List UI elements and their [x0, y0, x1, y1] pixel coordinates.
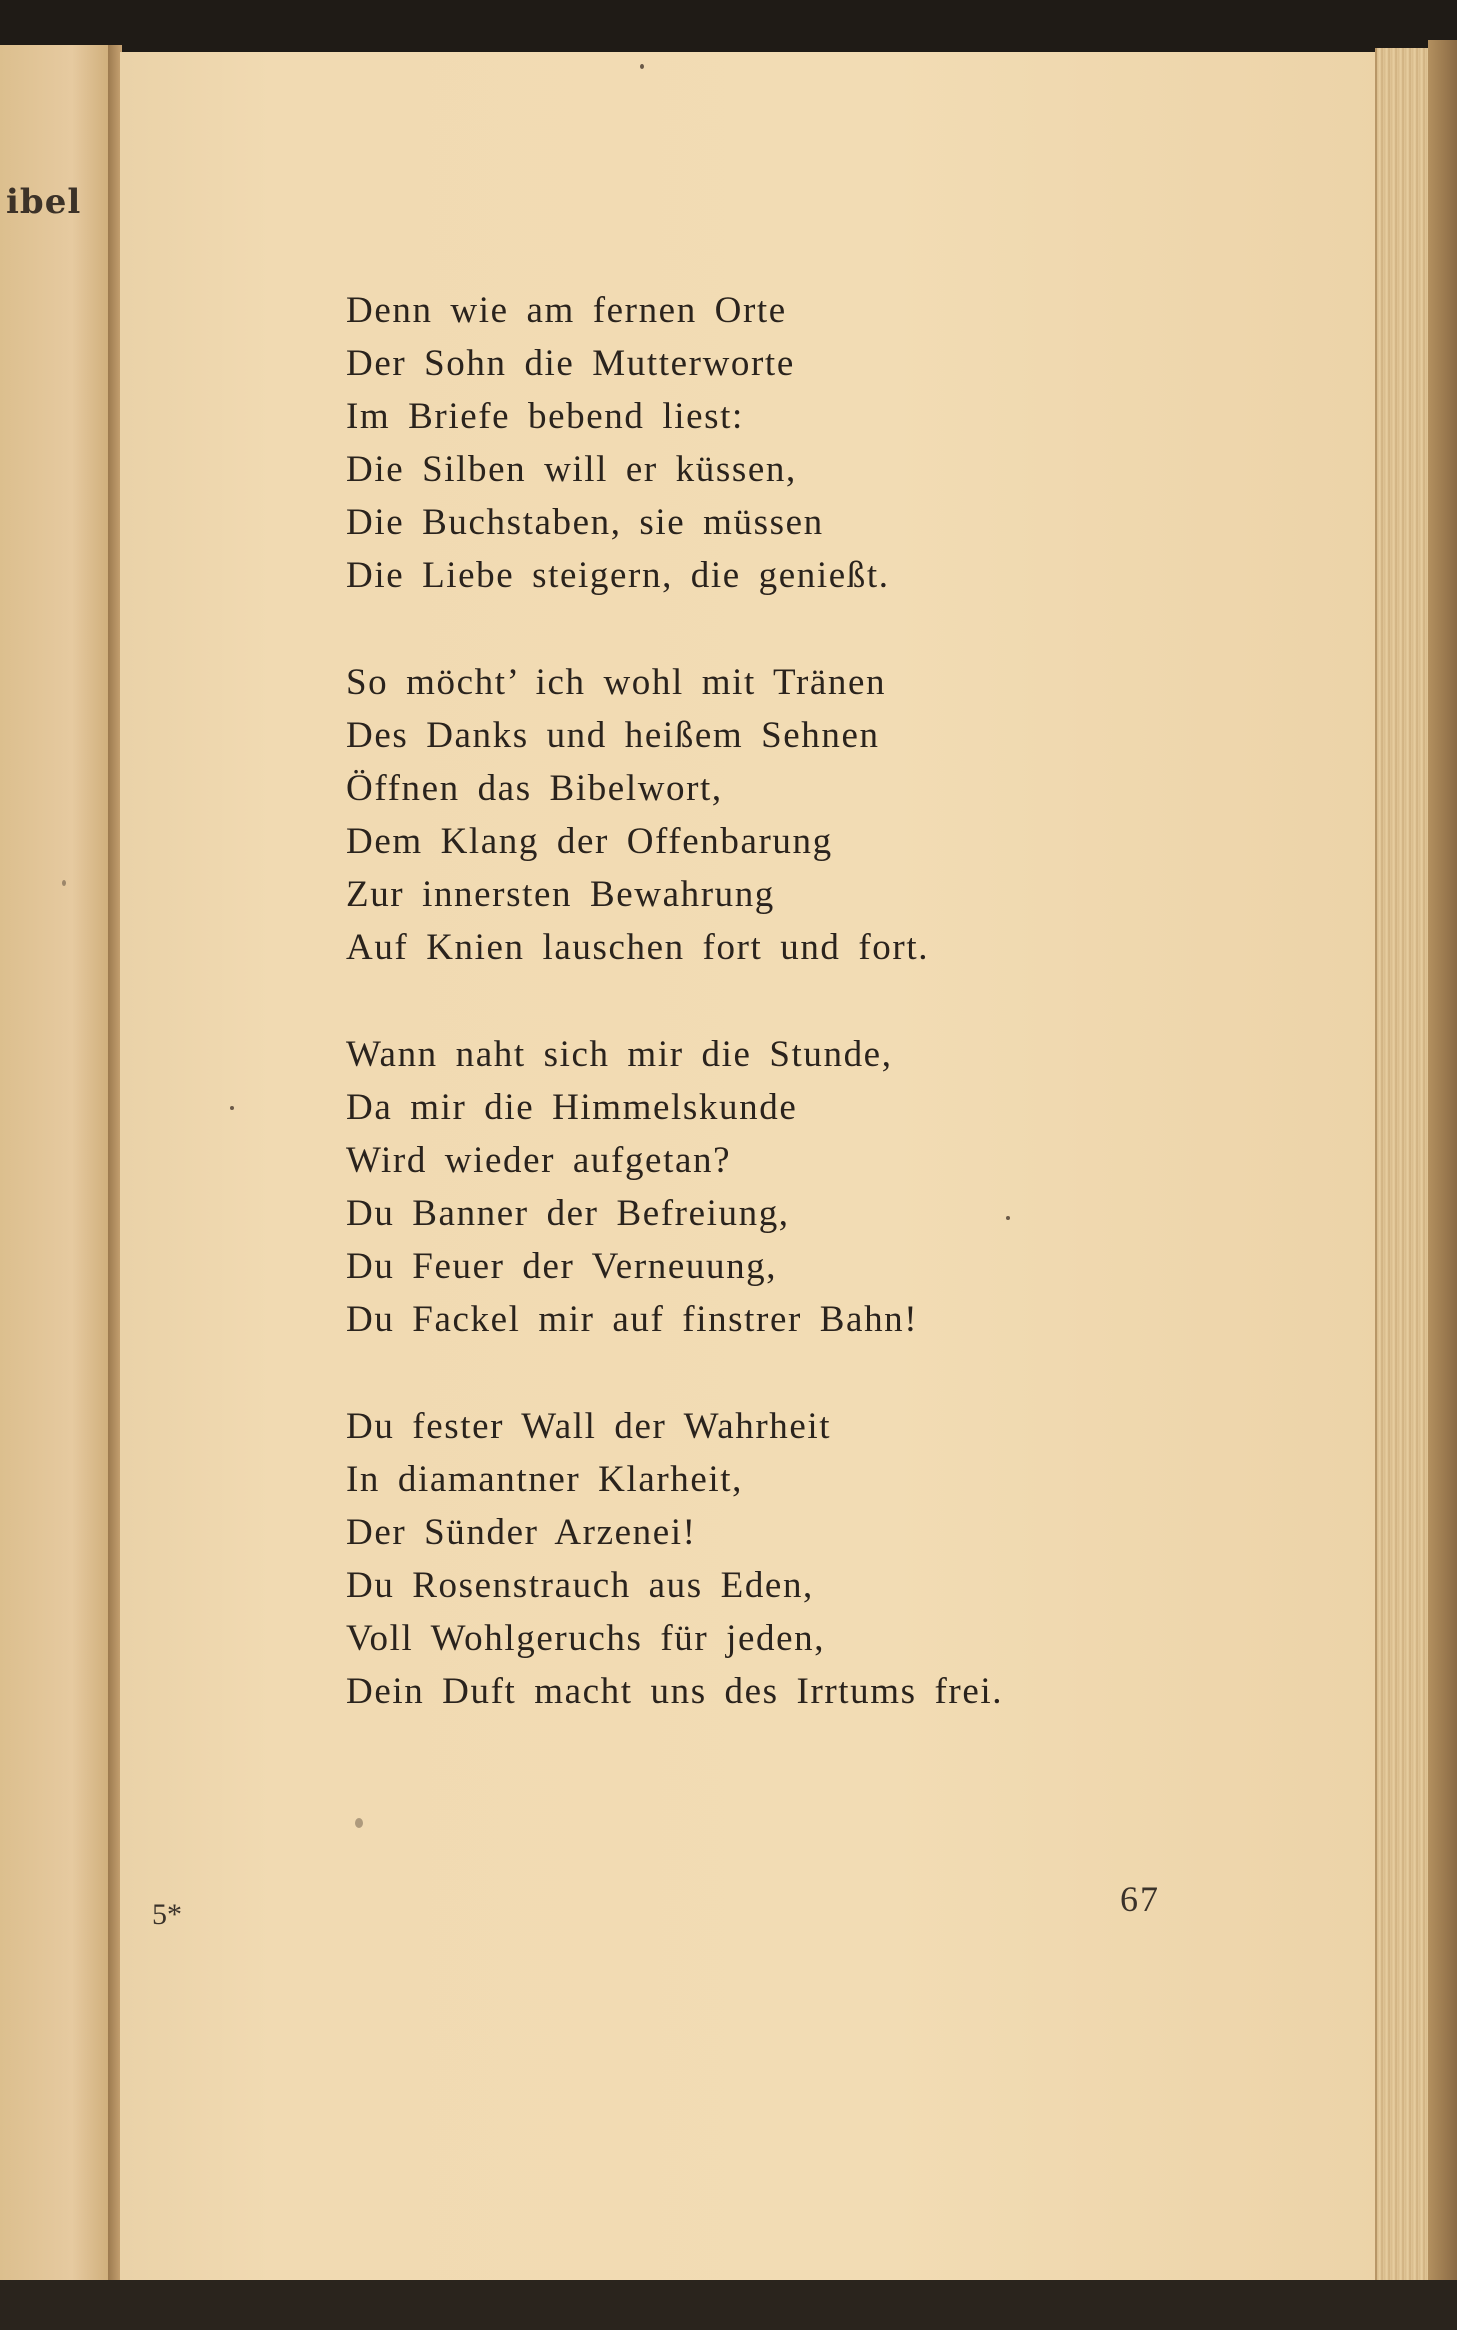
poem-line: Im Briefe bebend liest: [346, 396, 744, 437]
paper-speck [1006, 1216, 1010, 1220]
previous-page-text-fragment: ibel [6, 182, 82, 222]
poem-line: Der Sohn die Mutterworte [346, 343, 795, 384]
bottom-edge [0, 2280, 1457, 2330]
page-number: 67 [1120, 1879, 1160, 1919]
stanza-1 [346, 284, 1003, 602]
poem-line: So möcht’ ich wohl mit Tränen [346, 662, 887, 703]
poem [346, 284, 1003, 1772]
paper-speck [640, 64, 644, 69]
poem-line: Du Banner der Befreiung, [346, 1193, 790, 1234]
poem-line: Wann naht sich mir die Stunde, [346, 1034, 893, 1075]
stanza-2 [346, 656, 1003, 974]
poem-line: Dein Duft macht uns des Irrtums frei. [346, 1671, 1004, 1712]
poem-line: Die Silben will er küssen, [346, 449, 797, 490]
previous-page [0, 45, 120, 2285]
signature-mark: 5* [152, 1898, 182, 1931]
poem-line: Du fester Wall der Wahrheit [346, 1406, 832, 1447]
poem-line: Voll Wohlgeruchs für jeden, [346, 1618, 826, 1659]
paper-speck [355, 1818, 363, 1828]
poem-line: Du Feuer der Verneuung, [346, 1246, 778, 1287]
poem-line: Da mir die Himmelskunde [346, 1087, 798, 1128]
poem-line: Auf Knien lauschen fort und fort. [346, 927, 930, 968]
paper-speck [62, 880, 66, 886]
poem-line: Zur innersten Bewahrung [346, 874, 775, 915]
poem-line: Du Fackel mir auf finstrer Bahn! [346, 1299, 919, 1340]
stanza-3 [346, 1028, 1003, 1346]
cover-edge [1428, 40, 1457, 2300]
paper-speck [230, 1106, 234, 1110]
poem-line: Dem Klang der Offenbarung [346, 821, 833, 862]
stanza-4 [346, 1400, 1003, 1718]
poem-line: Des Danks und heißem Sehnen [346, 715, 880, 756]
poem-line: Der Sünder Arzenei! [346, 1512, 697, 1553]
poem-line: Die Buchstaben, sie müssen [346, 502, 824, 543]
poem-line: Die Liebe steigern, die genießt. [346, 555, 890, 596]
poem-line: Du Rosenstrauch aus Eden, [346, 1565, 814, 1606]
poem-line: Denn wie am fernen Orte [346, 290, 787, 331]
poem-line: Öffnen das Bibelwort, [346, 768, 723, 809]
poem-line: Wird wieder aufgetan? [346, 1140, 732, 1181]
poem-line: In diamantner Klarheit, [346, 1459, 744, 1500]
